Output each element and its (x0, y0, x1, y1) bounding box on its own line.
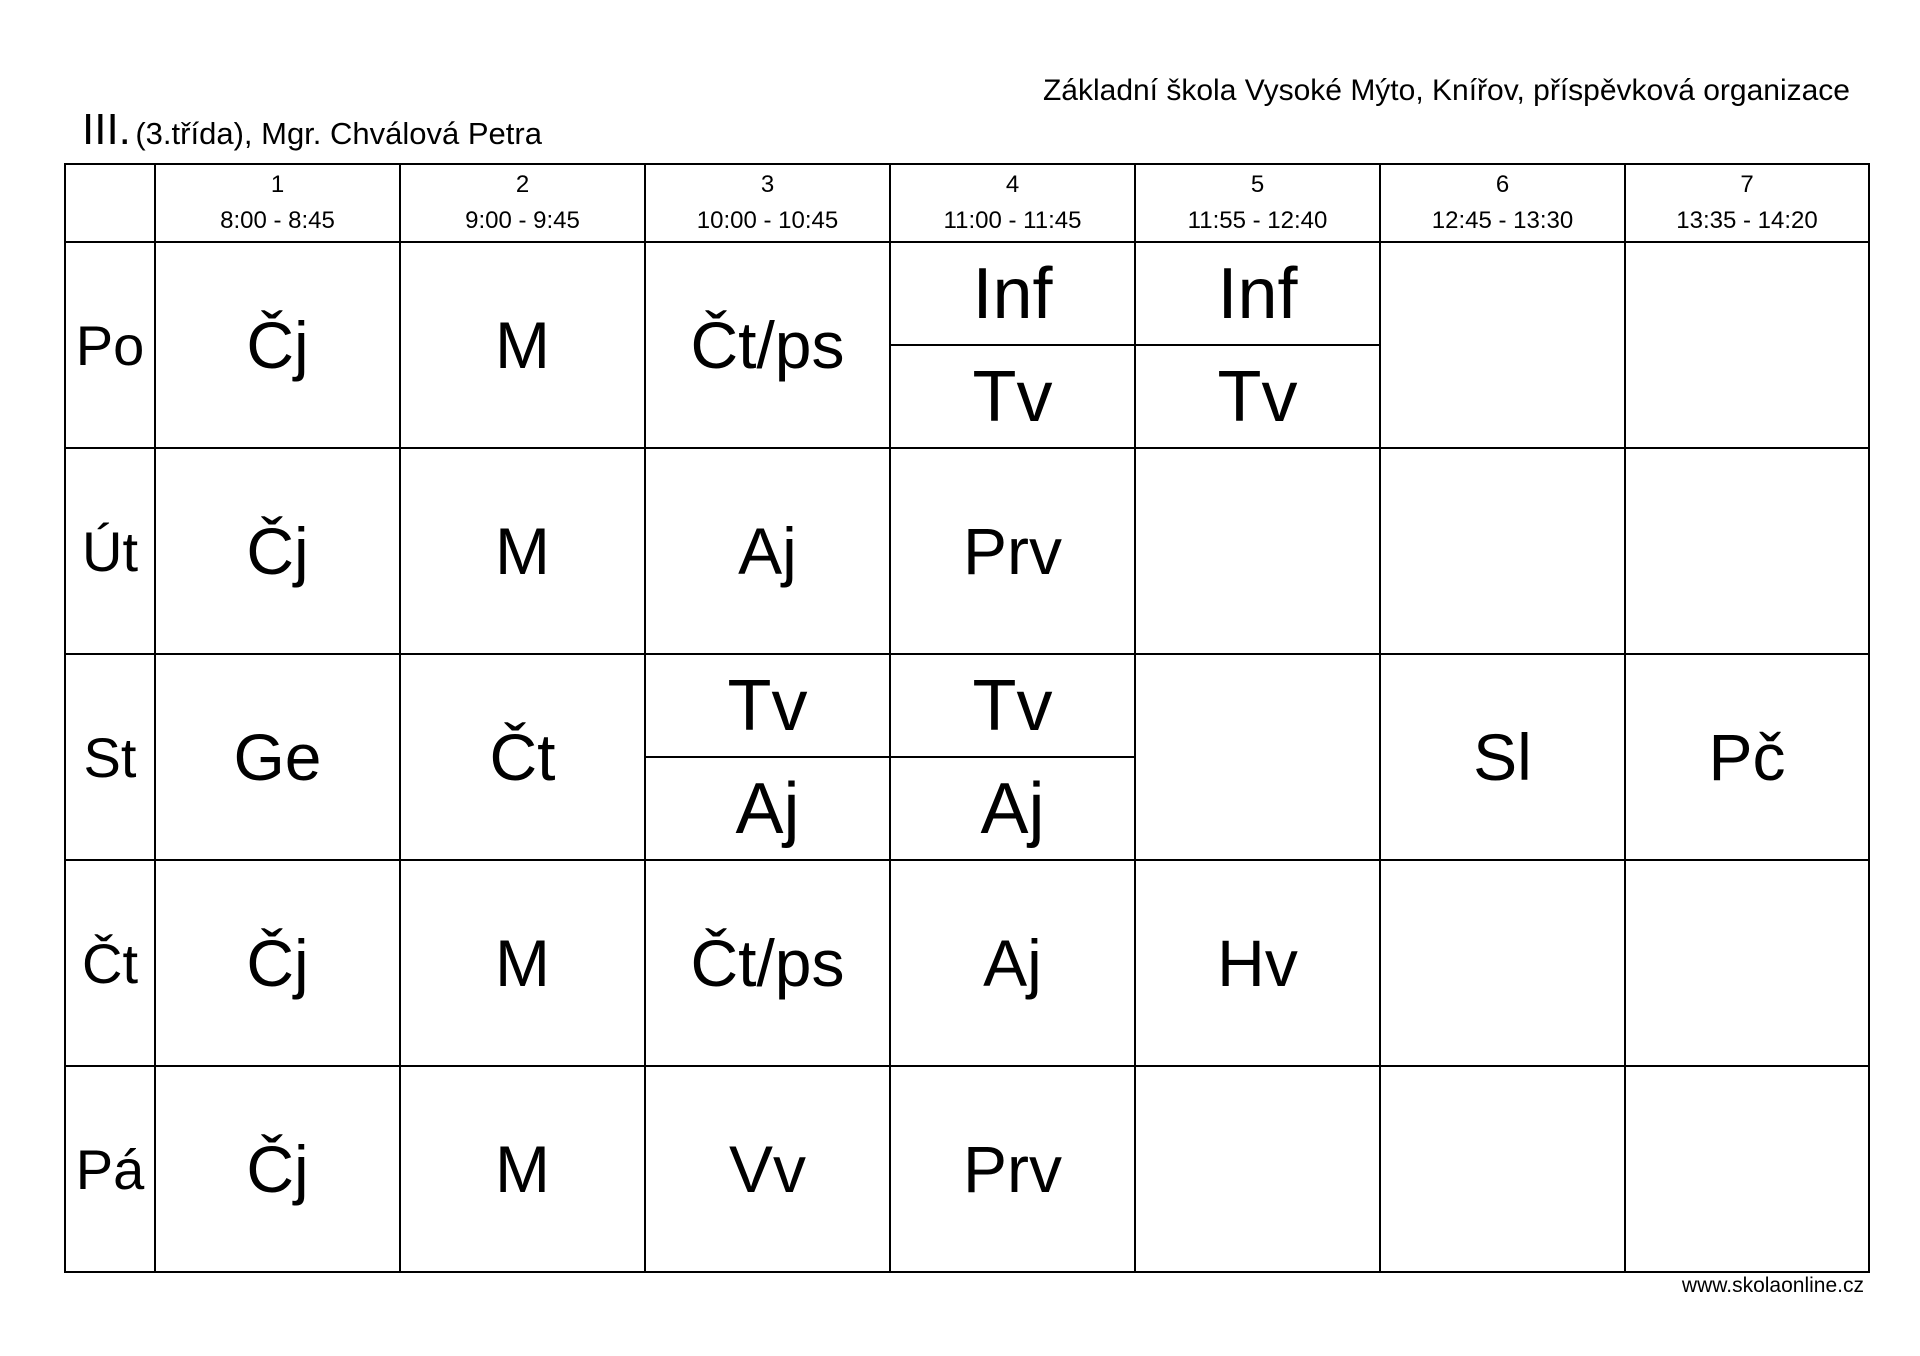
lesson-cell: Čj (155, 448, 400, 654)
lesson-cell-lower: Aj (645, 757, 890, 860)
period-time: 11:55 - 12:40 (1187, 207, 1328, 234)
period-header (400, 164, 645, 242)
period-time: 12:45 - 13:30 (1431, 207, 1574, 234)
lesson-cell (1625, 1066, 1869, 1272)
lesson-cell: Čt (400, 654, 645, 860)
lesson-cell: M (400, 860, 645, 1066)
period-number: 4 (1005, 171, 1020, 198)
lesson-cell (1625, 242, 1869, 448)
lesson-cell: Aj (645, 448, 890, 654)
class-title (82, 105, 542, 154)
lesson-cell: Aj (890, 860, 1135, 1066)
period-number: 7 (1740, 171, 1754, 198)
period-header (890, 164, 1135, 242)
footer-url: www.skolaonline.cz (1681, 1274, 1864, 1297)
day-row (65, 1066, 1869, 1169)
lesson-cell-upper: Inf (1135, 242, 1380, 345)
day-label: St (65, 654, 155, 860)
lesson-cell: Čt/ps (645, 242, 890, 448)
lesson-cell: Čt/ps (645, 860, 890, 1066)
period-header (1625, 164, 1869, 242)
header-row (65, 164, 1869, 242)
lesson-cell (1135, 654, 1380, 860)
lesson-cell (1135, 448, 1380, 654)
class-info: (3.třída), Mgr. Chválová Petra (135, 116, 542, 151)
lesson-cell: Sl (1380, 654, 1625, 860)
lesson-cell: Pč (1625, 654, 1869, 860)
period-time: 10:00 - 10:45 (696, 207, 839, 234)
day-label: Pá (65, 1066, 155, 1272)
lesson-cell: Prv (890, 448, 1135, 654)
lesson-cell: Hv (1135, 860, 1380, 1066)
lesson-cell: Čj (155, 860, 400, 1066)
lesson-cell (1380, 242, 1625, 448)
day-row (65, 242, 1869, 345)
lesson-cell (1380, 448, 1625, 654)
period-time: 11:00 - 11:45 (943, 207, 1082, 234)
day-row (65, 860, 1869, 963)
period-number: 1 (270, 171, 285, 198)
day-row (65, 448, 1869, 551)
timetable (64, 163, 1870, 1273)
lesson-cell-upper: Inf (890, 242, 1135, 345)
lesson-cell (1135, 1066, 1380, 1272)
lesson-cell-upper: Tv (890, 654, 1135, 757)
lesson-cell (1380, 1066, 1625, 1272)
period-number: 2 (515, 171, 530, 198)
school-name: Základní škola Vysoké Mýto, Knířov, příspěvková organizace (1042, 74, 1850, 107)
lesson-cell: Vv (645, 1066, 890, 1272)
class-roman: III. (82, 105, 131, 154)
lesson-cell: M (400, 1066, 645, 1272)
lesson-cell (1380, 860, 1625, 1066)
lesson-cell-lower: Aj (890, 757, 1135, 860)
lesson-cell: Ge (155, 654, 400, 860)
lesson-cell: Čj (155, 1066, 400, 1272)
period-header (645, 164, 890, 242)
period-number: 3 (760, 171, 775, 198)
lesson-cell-lower: Tv (1135, 345, 1380, 448)
timetable-body (65, 164, 1869, 1272)
day-label: Út (65, 448, 155, 654)
period-time: 9:00 - 9:45 (465, 207, 580, 234)
lesson-cell: Prv (890, 1066, 1135, 1272)
lesson-cell (1625, 448, 1869, 654)
day-label: Po (65, 242, 155, 448)
period-number: 6 (1495, 171, 1510, 198)
period-number: 5 (1250, 171, 1265, 198)
lesson-cell: Čj (155, 242, 400, 448)
corner-cell (65, 164, 155, 242)
day-label: Čt (65, 860, 155, 1066)
period-time: 13:35 - 14:20 (1676, 207, 1818, 234)
lesson-cell: M (400, 448, 645, 654)
period-time: 8:00 - 8:45 (220, 207, 335, 234)
day-row (65, 654, 1869, 757)
lesson-cell: M (400, 242, 645, 448)
period-header (1380, 164, 1625, 242)
lesson-cell-upper: Tv (645, 654, 890, 757)
period-header (1135, 164, 1380, 242)
period-header (155, 164, 400, 242)
lesson-cell-lower: Tv (890, 345, 1135, 448)
lesson-cell (1625, 860, 1869, 1066)
